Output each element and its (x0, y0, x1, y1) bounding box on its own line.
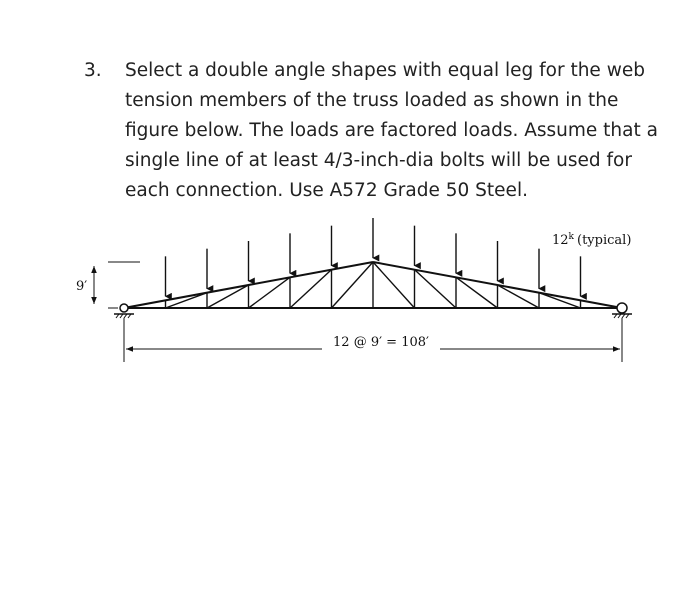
height-label: 9′ (76, 279, 88, 294)
problem-line: single line of at least 4/3-inch-dia bolts will be used for (125, 150, 632, 171)
problem-line: each connection. Use A572 Grade 50 Steel. (125, 180, 528, 201)
load-label (552, 232, 631, 248)
problem-line: figure below. The loads are factored loads. Assume that a (125, 120, 658, 141)
problem-line: Select a double angle shapes with equal leg for the web (125, 60, 645, 81)
diagonal-member (539, 293, 581, 308)
problem-number: 3. (84, 60, 102, 81)
span-dimension (124, 318, 622, 362)
truss-members (124, 262, 622, 308)
diagonal-member (166, 293, 208, 308)
load-note: (typical) (577, 233, 632, 248)
roller-support-right (612, 303, 632, 318)
span-label: 12 @ 9′ = 108′ (333, 335, 429, 350)
load-value: 12 (552, 233, 569, 248)
problem-line: tension members of the truss loaded as shown in the (125, 90, 619, 111)
svg-text:12k(typical) (552, 232, 631, 248)
height-dimension (76, 262, 140, 308)
load-unit-superscript: k (568, 232, 575, 242)
